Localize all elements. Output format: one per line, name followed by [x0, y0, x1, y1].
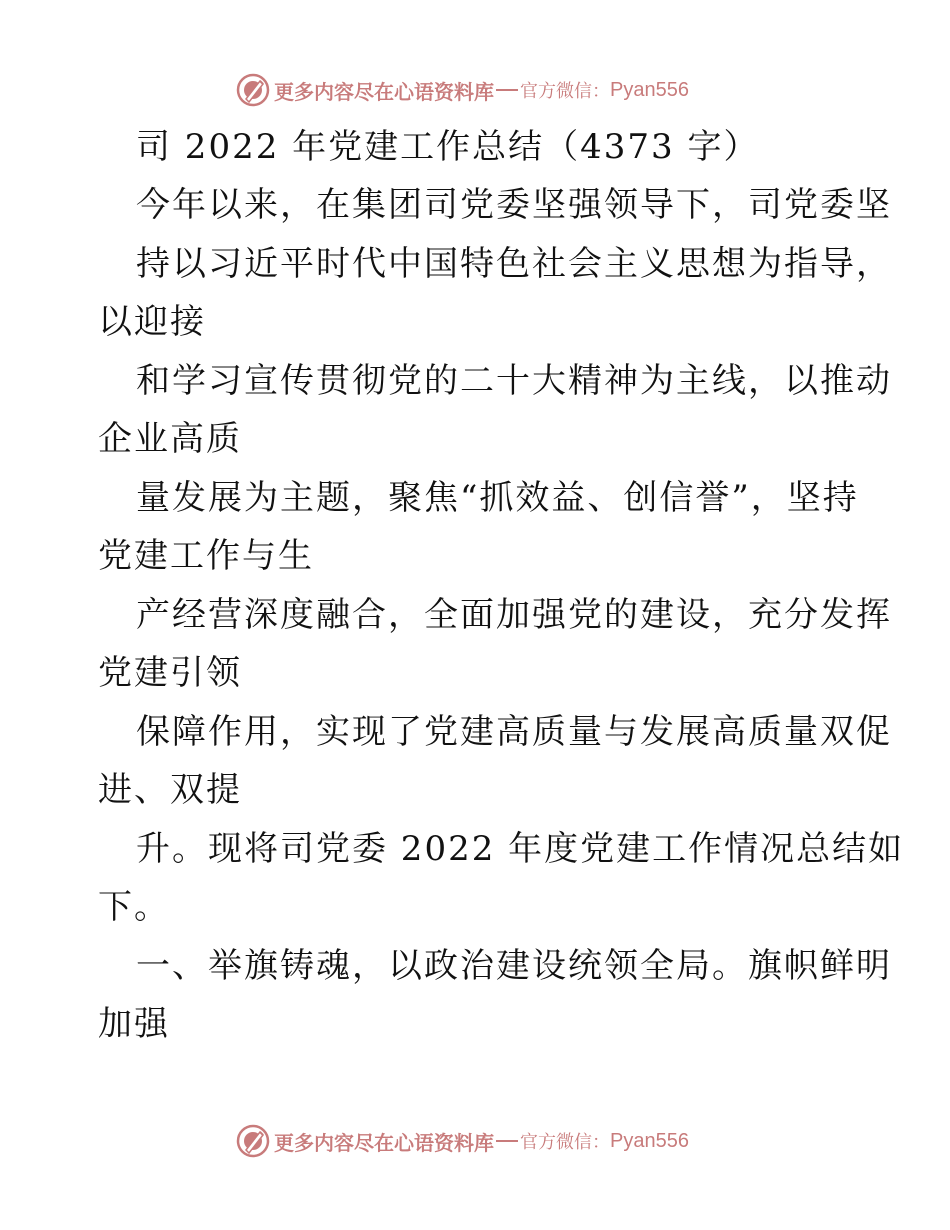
pen-logo-icon — [236, 1124, 270, 1158]
text-line: 下。 — [98, 887, 170, 927]
text-line: 党建工作与生 — [98, 536, 314, 576]
document-title: 司 2022 年党建工作总结（4373 字） — [136, 127, 760, 167]
footer-banner[interactable] — [236, 1121, 716, 1161]
text-line: 升。现将司党委 2022 年度党建工作情况总结如 — [136, 829, 905, 869]
text-line: 加强 — [98, 1004, 170, 1044]
text-line: 今年以来，在集团司党委坚强领导下，司党委坚 — [136, 185, 892, 225]
text-line: 和学习宣传贯彻党的二十大精神为主线，以推动 — [136, 361, 892, 401]
text-line: 量发展为主题，聚焦“抓效益、创信誉”，坚持 — [136, 478, 859, 518]
banner-wechat-id: Pyan556 — [610, 78, 689, 101]
banner-dash — [496, 1140, 518, 1142]
banner-wechat-label: 官方微信： — [520, 1132, 610, 1153]
text-line: 进、双提 — [98, 770, 242, 810]
banner-dash — [496, 89, 518, 91]
text-line: 党建引领 — [98, 653, 242, 693]
text-line: 以迎接 — [98, 302, 206, 342]
banner-wechat-id: Pyan556 — [610, 1129, 689, 1152]
banner-wechat-label: 官方微信： — [520, 81, 610, 102]
text-line: 产经营深度融合，全面加强党的建设，充分发挥 — [136, 595, 892, 635]
text-line: 持以习近平时代中国特色社会主义思想为指导， — [136, 244, 892, 284]
text-line: 企业高质 — [98, 419, 242, 459]
banner-main-text: 更多内容尽在心语资料库 — [274, 1130, 494, 1155]
banner-main-text: 更多内容尽在心语资料库 — [274, 79, 494, 104]
section-heading-line: 一、举旗铸魂，以政治建设统领全局。旗帜鲜明 — [136, 946, 892, 986]
pen-logo-icon — [236, 73, 270, 107]
header-banner[interactable] — [236, 70, 716, 110]
text-line: 保障作用，实现了党建高质量与发展高质量双促 — [136, 712, 892, 752]
